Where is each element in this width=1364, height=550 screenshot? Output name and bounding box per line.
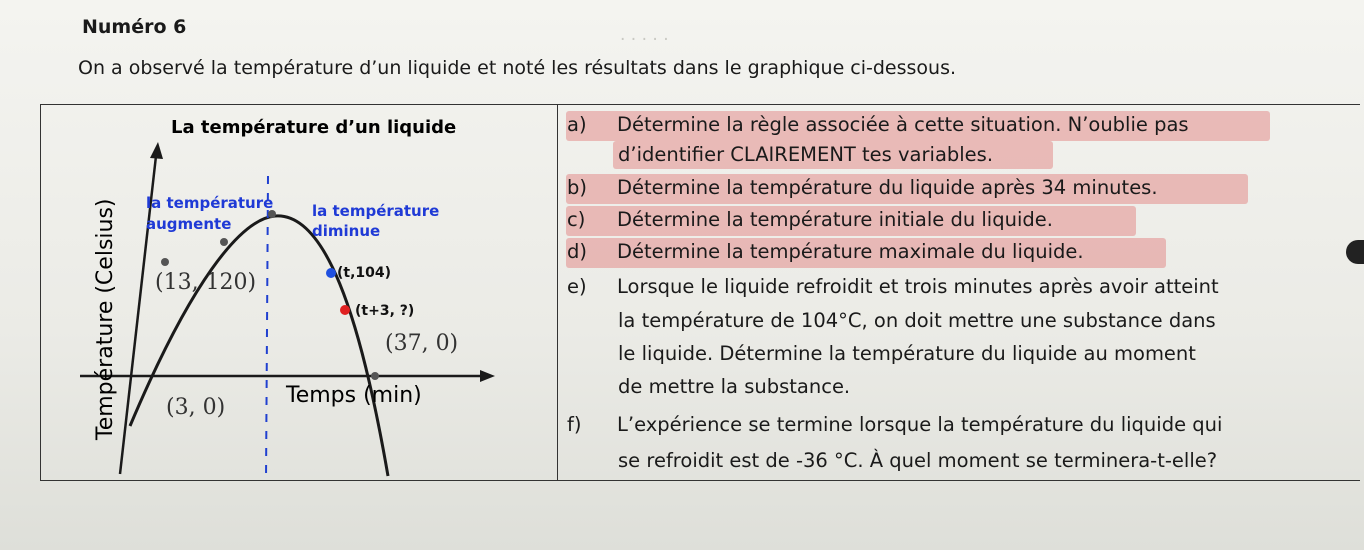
- x-axis-label: Temps (min): [286, 383, 422, 408]
- annotation-decrease-2: diminue: [312, 222, 381, 240]
- x-axis-arrow: [480, 370, 495, 382]
- blue-point: [326, 268, 336, 278]
- question-e-line2: la température de 104°C, on doit mettre une substance dans: [618, 309, 1216, 332]
- y-axis-label: Température (Celsius): [93, 198, 118, 440]
- binder-tab: [1346, 240, 1364, 264]
- problem-number: Numéro 6: [82, 16, 187, 38]
- graph-panel: [40, 104, 557, 481]
- question-e: e) Lorsque le liquide refroidit et trois minutes après avoir atteint: [567, 275, 1219, 298]
- annotation-increase-2: augmente: [146, 215, 232, 233]
- red-point: [340, 305, 350, 315]
- point-label-top: (13, 120): [155, 270, 257, 295]
- symmetry-line: [266, 176, 268, 481]
- question-f: f) L’expérience se termine lorsque la température du liquide qui: [567, 413, 1223, 436]
- question-c: c) Détermine la température initiale du liquide.: [567, 208, 1053, 231]
- y-axis-arrow: [150, 142, 163, 159]
- point-marker: [161, 258, 169, 266]
- parabola-graph: [40, 104, 557, 481]
- bleed-through-text: · · · · ·: [620, 30, 669, 50]
- point-label-next: (t+3, ?): [355, 303, 415, 319]
- point-label-vertex: (t,104): [337, 265, 392, 281]
- box-divider: [557, 104, 558, 481]
- question-e-line3: le liquide. Détermine la température du liquide au moment: [618, 342, 1196, 365]
- question-a-line2: d’identifier CLAIREMENT tes variables.: [618, 143, 994, 166]
- graph-title: La température d’un liquide: [171, 117, 457, 138]
- point-marker: [220, 238, 228, 246]
- question-a: a) Détermine la règle associée à cette situation. N’oublie pas: [567, 113, 1189, 136]
- point-label-start: (3, 0): [166, 395, 226, 420]
- point-label-root: (37, 0): [385, 331, 459, 356]
- question-e-line4: de mettre la substance.: [618, 375, 851, 398]
- question-d: d) Détermine la température maximale du liquide.: [567, 240, 1084, 263]
- annotation-decrease-1: la température: [312, 202, 440, 220]
- root-marker: [371, 372, 379, 380]
- annotation-increase-1: la température: [146, 194, 274, 212]
- problem-intro: On a observé la température d’un liquide et noté les résultats dans le graphique ci-dessous.: [78, 57, 957, 79]
- question-f-line2: se refroidit est de -36 °C. À quel moment se terminera-t-elle?: [618, 449, 1218, 472]
- parabola-curve: [130, 216, 388, 476]
- question-b: b) Détermine la température du liquide après 34 minutes.: [567, 176, 1158, 199]
